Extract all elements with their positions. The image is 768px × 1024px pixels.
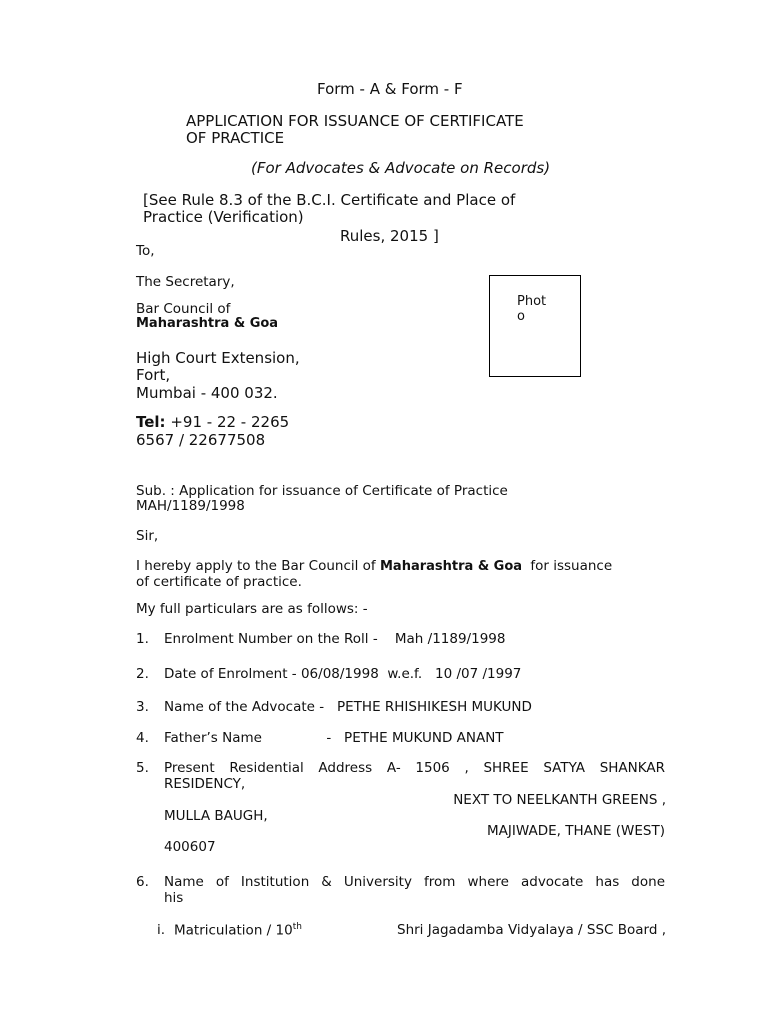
item-number: 1. [136,631,149,647]
apply-suffix: for issuance [530,558,613,574]
sub-item-label-text: Matriculation / 10 [174,922,293,939]
item-address-line1: Present Residential Address A- 1506 , SHREE SATYA SHANKAR [164,760,665,776]
subject-line2: MAH/1189/1998 [136,498,245,514]
subject-line1: Sub. : Application for issuance of Certificate of Practice [136,483,508,499]
item-number: 2. [136,666,149,682]
item-address-line3: NEXT TO NEELKANTH GREENS , [453,792,666,808]
item-number: 4. [136,730,149,746]
item-enrolment-number: Enrolment Number on the Roll - Mah /1189/1998 [164,631,506,647]
address-to: To, [136,243,155,259]
apply-line2: of certificate of practice. [136,574,302,590]
tel-number-line2: 6567 / 22677508 [136,431,266,449]
photo-text-line1: Phot [517,294,547,309]
address-line2: Fort, [136,366,171,384]
address-state: Maharashtra & Goa [136,316,279,331]
sub-item-value: Shri Jagadamba Vidyalaya / SSC Board , [397,922,666,938]
item-father-name: Father’s Name - PETHE MUKUND ANANT [164,730,504,746]
tel-label: Tel: [136,413,166,431]
address-telephone [136,413,289,431]
rule-line1: [See Rule 8.3 of the B.C.I. Certificate and Place of [143,191,516,209]
item-institution-line1: Name of Institution & University from where advocate has done [164,874,665,890]
address-line1: High Court Extension, [136,349,300,367]
item-address-line5: MAJIWADE, THANE (WEST) [487,823,665,839]
sub-item-number: i. [157,922,166,938]
item-number: 3. [136,699,149,715]
subtitle: (For Advocates & Advocate on Records) [251,159,551,177]
rule-line3: Rules, 2015 ] [340,227,439,245]
address-secretary: The Secretary, [136,274,235,290]
rule-line2: Practice (Verification) [143,208,304,226]
apply-prefix: I hereby apply to the Bar Council of [136,558,376,574]
photo-box [489,275,581,377]
sub-item-label [174,922,302,939]
item-institution-line2: his [164,890,184,906]
item-address-line4: MULLA BAUGH, [164,808,268,824]
apply-line1 [136,558,612,574]
salutation: Sir, [136,528,159,544]
tel-number-line1: +91 - 22 - 2265 [170,413,290,431]
application-title-line2: OF PRACTICE [186,129,285,147]
address-council: Bar Council of [136,301,231,317]
apply-state: Maharashtra & Goa [379,559,523,574]
photo-placeholder-text [517,294,557,324]
item-number: 5. [136,760,149,776]
item-address-line6: 400607 [164,839,216,855]
item-enrolment-date: Date of Enrolment - 06/08/1998 w.e.f. 10 /07 /1997 [164,666,522,682]
sub-item-superscript: th [292,922,302,932]
item-advocate-name: Name of the Advocate - PETHE RHISHIKESH MUKUND [164,699,532,715]
application-title-line1: APPLICATION FOR ISSUANCE OF CERTIFICATE [186,112,524,130]
photo-text-line2: o [517,309,525,324]
form-title: Form - A & Form - F [317,80,463,98]
item-address-line2: RESIDENCY, [164,776,246,792]
particulars-intro: My full particulars are as follows: - [136,601,368,617]
item-number: 6. [136,874,149,890]
address-line3: Mumbai - 400 032. [136,384,278,402]
